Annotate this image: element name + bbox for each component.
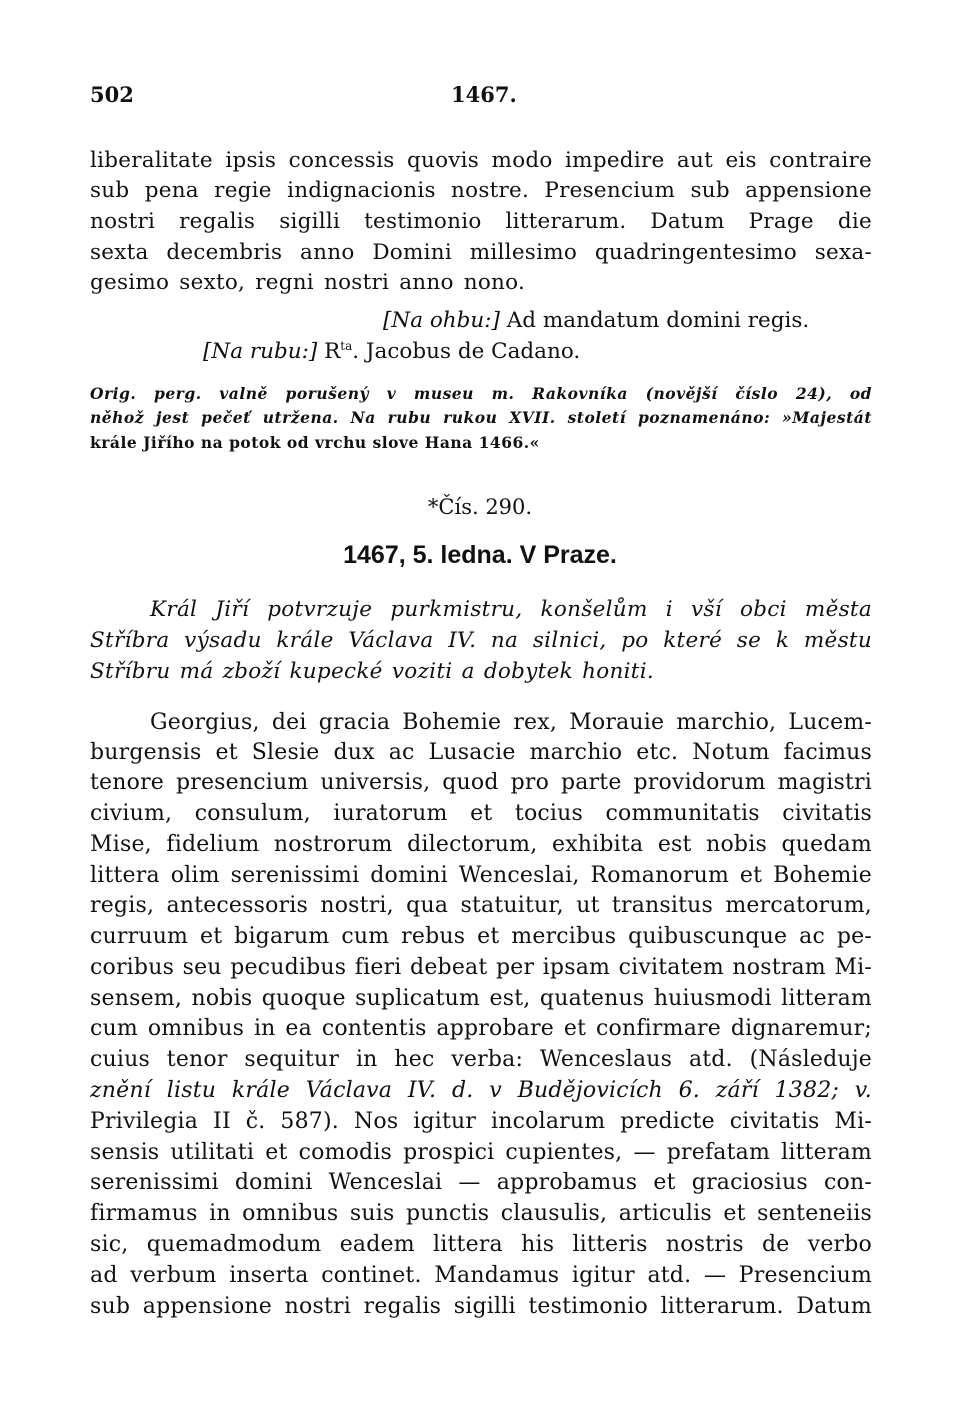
text-line: nostri regalis sigilli testimonio litterarum. Datum Prage die <box>90 209 872 234</box>
note-citation: něhož jest pečeť utržena. Na rubu rukou XVII. století poznamenáno: »Majestát <box>90 408 872 427</box>
text-line: Mise, fidelium nostrorum dilectorum, exhibita est nobis quedam <box>90 832 872 857</box>
text-line: cuius tenor sequitur in hec verba: Wenceslaus atd. (Následuje <box>90 1047 872 1072</box>
endorsement-text: . Jacobus de Cadano. <box>352 339 581 365</box>
note-citation: Orig. perg. valně porušený v museu m. Rakovníka (novější číslo 24), od <box>90 384 872 403</box>
note-line <box>90 382 872 406</box>
text-line: ad verbum inserta continet. Mandamus igitur atd. — Presencium <box>90 1263 872 1288</box>
regest-line: Stříbru má zboží kupecké voziti a dobytek honiti. <box>90 659 655 684</box>
text-line: cum omnibus in ea contentis approbare et confirmare dignaremur; <box>90 1016 872 1041</box>
text-line: liberalitate ipsis concessis quovis modo impedire aut eis contraire <box>90 148 872 173</box>
endorsement-fold <box>383 308 883 333</box>
document-number: *Čís. 290. <box>427 495 533 519</box>
text-line: sexta decembris anno Domini millesimo quadringentesimo sexa- <box>90 240 872 265</box>
note-line <box>90 406 872 430</box>
text-line: coribus seu pecudibus fieri debeat per ipsam civitatem nostram Mi- <box>90 955 872 980</box>
page-header <box>0 82 960 112</box>
text-line: curruum et bigarum cum rebus et mercibus quibuscunque ac pe- <box>90 924 872 949</box>
superscript: ta <box>340 339 353 353</box>
text-line: sic, quemadmodum eadem littera his litteris nostris de verbo <box>90 1232 872 1257</box>
text-line: serenissimi domini Wenceslai — approbamus et graciosius con- <box>90 1170 872 1195</box>
text-line: Privilegia II č. 587). Nos igitur incolarum predicte civitatis Mi- <box>90 1109 872 1134</box>
text-line: sensis utilitati et comodis prospici cupientes, — prefatam litteram <box>90 1140 872 1165</box>
text-line: sub appensione nostri regalis sigilli testimonio litterarum. Datum <box>90 1294 872 1319</box>
text-line: sub pena regie indignacionis nostre. Presencium sub appensione <box>90 178 872 203</box>
text-line: firmamus in omnibus suis punctis clausulis, articulis et senteneiis <box>90 1201 872 1226</box>
editorial-note: znění listu krále Václava IV. d. v Budějovicích 6. září 1382; v. <box>90 1078 872 1103</box>
text-line: littera olim serenissimi domini Wenceslai, Romanorum et Bohemie <box>90 863 872 888</box>
text-line: sensem, nobis quoque suplicatum est, quatenus huiusmodi litteram <box>90 986 872 1011</box>
note-line: krále Jiřího na potok od vrchu slove Hana 1466.« <box>90 433 540 452</box>
text-line <box>90 1078 872 1103</box>
running-year: 1467. <box>451 82 517 107</box>
endorsement-text: Ad mandatum domini regis. <box>506 308 810 333</box>
endorsement-text: R <box>324 339 341 365</box>
text-line: burgensis et Slesie dux ac Lusacie marchio etc. Notum facimus <box>90 740 872 765</box>
regest-line: Král Jiří potvrzuje purkmistru, konšelům i vší obci města <box>150 597 872 622</box>
endorsement-label: [Na rubu:] <box>203 339 318 365</box>
text-line: civium, consulum, iuratorum et tocius communitatis civitatis <box>90 801 872 826</box>
text-line: Georgius, dei gracia Bohemie rex, Morauie marchio, Lucem- <box>150 710 872 735</box>
endorsement-back <box>203 339 803 364</box>
text-line: gesimo sexto, regni nostri anno nono. <box>90 270 526 295</box>
document-dateline: 1467, 5. ledna. V Praze. <box>343 541 617 569</box>
endorsement-label: [Na ohbu:] <box>383 308 500 333</box>
page-number: 502 <box>90 82 134 107</box>
text-line: regis, antecessoris nostri, qua statuitur, ut transitus mercatorum, <box>90 893 872 918</box>
text-line: tenore presencium universis, quod pro parte providorum magistri <box>90 770 872 795</box>
regest-line: Stříbra výsadu krále Václava IV. na silnici, po které se k městu <box>90 628 872 653</box>
